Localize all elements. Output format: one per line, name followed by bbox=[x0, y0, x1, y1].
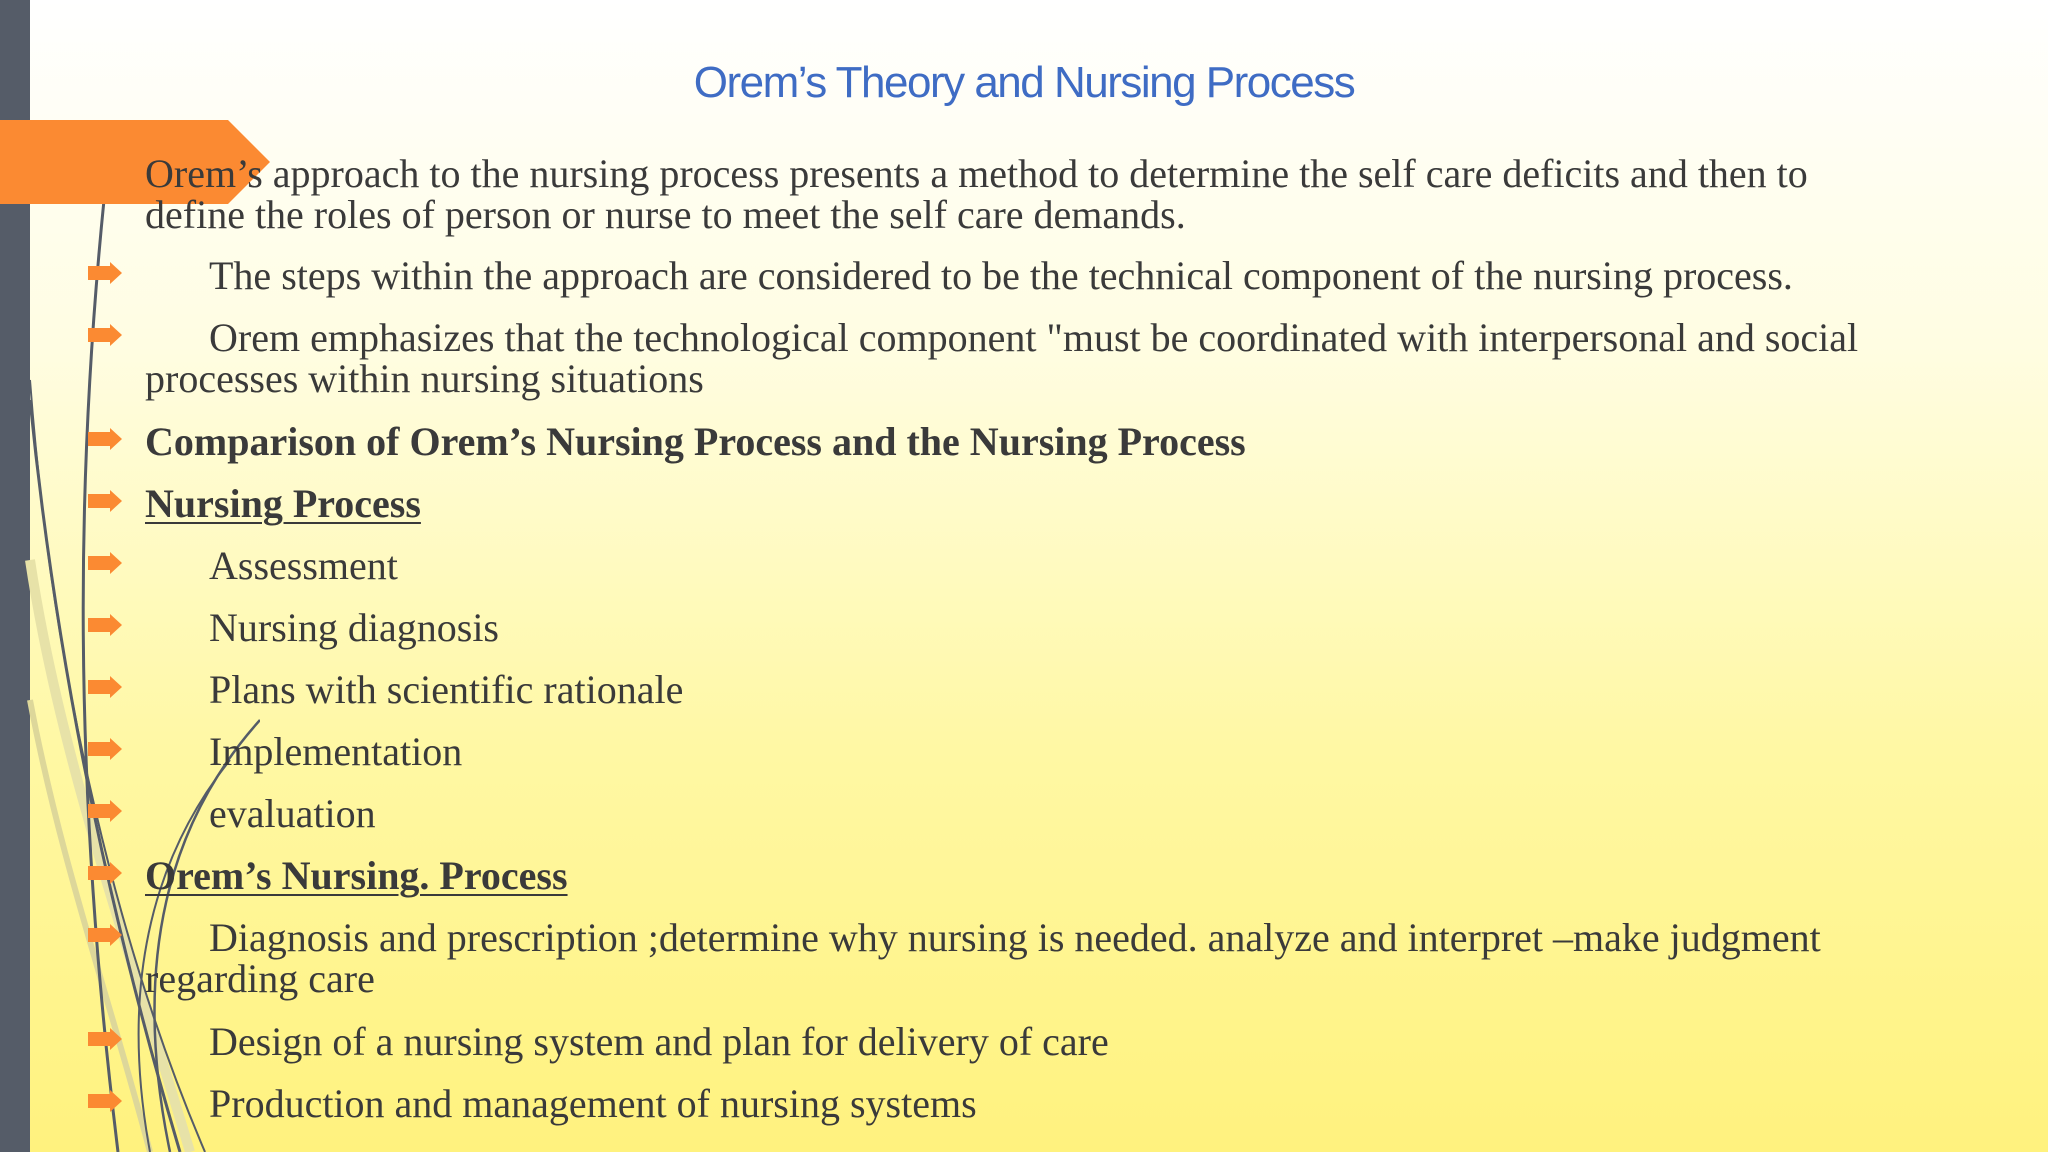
list-item-orem-1 bbox=[145, 917, 2005, 999]
arrow-bullet-icon bbox=[88, 924, 122, 946]
list-item-text: Assessment bbox=[209, 543, 398, 588]
list-item-orem-3 bbox=[145, 1083, 2005, 1124]
list-item-steps bbox=[145, 255, 2005, 296]
list-item-np-4 bbox=[145, 731, 2005, 772]
arrow-bullet-icon bbox=[88, 324, 122, 346]
list-item-emphasis bbox=[145, 317, 2005, 399]
arrow-bullet-icon bbox=[88, 428, 122, 450]
list-item-text-continued: processes within nursing situations bbox=[145, 356, 704, 401]
list-item-text: The steps within the approach are considered to be the technical component of the nursing process. bbox=[209, 253, 1793, 298]
intro-paragraph bbox=[145, 153, 2005, 235]
list-item-np-1 bbox=[145, 545, 2005, 586]
arrow-bullet-icon bbox=[88, 800, 122, 822]
list-item-text: Production and management of nursing systems bbox=[209, 1081, 977, 1126]
arrow-bullet-icon bbox=[88, 738, 122, 760]
arrow-bullet-icon bbox=[88, 262, 122, 284]
arrow-bullet-icon bbox=[88, 490, 122, 512]
nursing-process-heading: Nursing Process bbox=[145, 481, 421, 526]
list-item-orem-2 bbox=[145, 1021, 2005, 1062]
arrow-bullet-icon bbox=[88, 552, 122, 574]
list-item-text: evaluation bbox=[209, 791, 376, 836]
list-item-np-3 bbox=[145, 669, 2005, 710]
intro-line-1: Orem’s approach to the nursing process presents a method to determine the self care deficits and then to bbox=[145, 151, 1808, 196]
list-item-text: Nursing diagnosis bbox=[209, 605, 499, 650]
arrow-bullet-icon bbox=[88, 676, 122, 698]
list-item-np-heading bbox=[145, 483, 2005, 524]
list-item-comparison bbox=[145, 421, 2005, 462]
slide-title: Orem’s Theory and Nursing Process bbox=[693, 58, 1355, 107]
arrow-bullet-icon bbox=[88, 1028, 122, 1050]
orem-process-heading: Orem’s Nursing. Process bbox=[145, 853, 568, 898]
list-item-text: Diagnosis and prescription ;determine why nursing is needed. analyze and interpret –make judgment bbox=[209, 915, 1821, 960]
list-item-text: Implementation bbox=[209, 729, 463, 774]
list-item-np-5 bbox=[145, 793, 2005, 834]
list-item-np-2 bbox=[145, 607, 2005, 648]
arrow-bullet-icon bbox=[88, 614, 122, 636]
arrow-bullet-icon bbox=[88, 862, 122, 884]
comparison-heading: Comparison of Orem’s Nursing Process and the Nursing Process bbox=[145, 419, 1246, 464]
list-item-text: Orem emphasizes that the technological component "must be coordinated with interpersonal and social bbox=[209, 315, 1859, 360]
list-item-text: Plans with scientific rationale bbox=[209, 667, 684, 712]
list-item-text: Design of a nursing system and plan for delivery of care bbox=[209, 1019, 1109, 1064]
list-item-text-continued: regarding care bbox=[145, 956, 375, 1001]
intro-line-2: define the roles of person or nurse to meet the self care demands. bbox=[145, 192, 1186, 237]
arrow-bullet-icon bbox=[88, 1090, 122, 1112]
list-item-orem-heading bbox=[145, 855, 2005, 896]
